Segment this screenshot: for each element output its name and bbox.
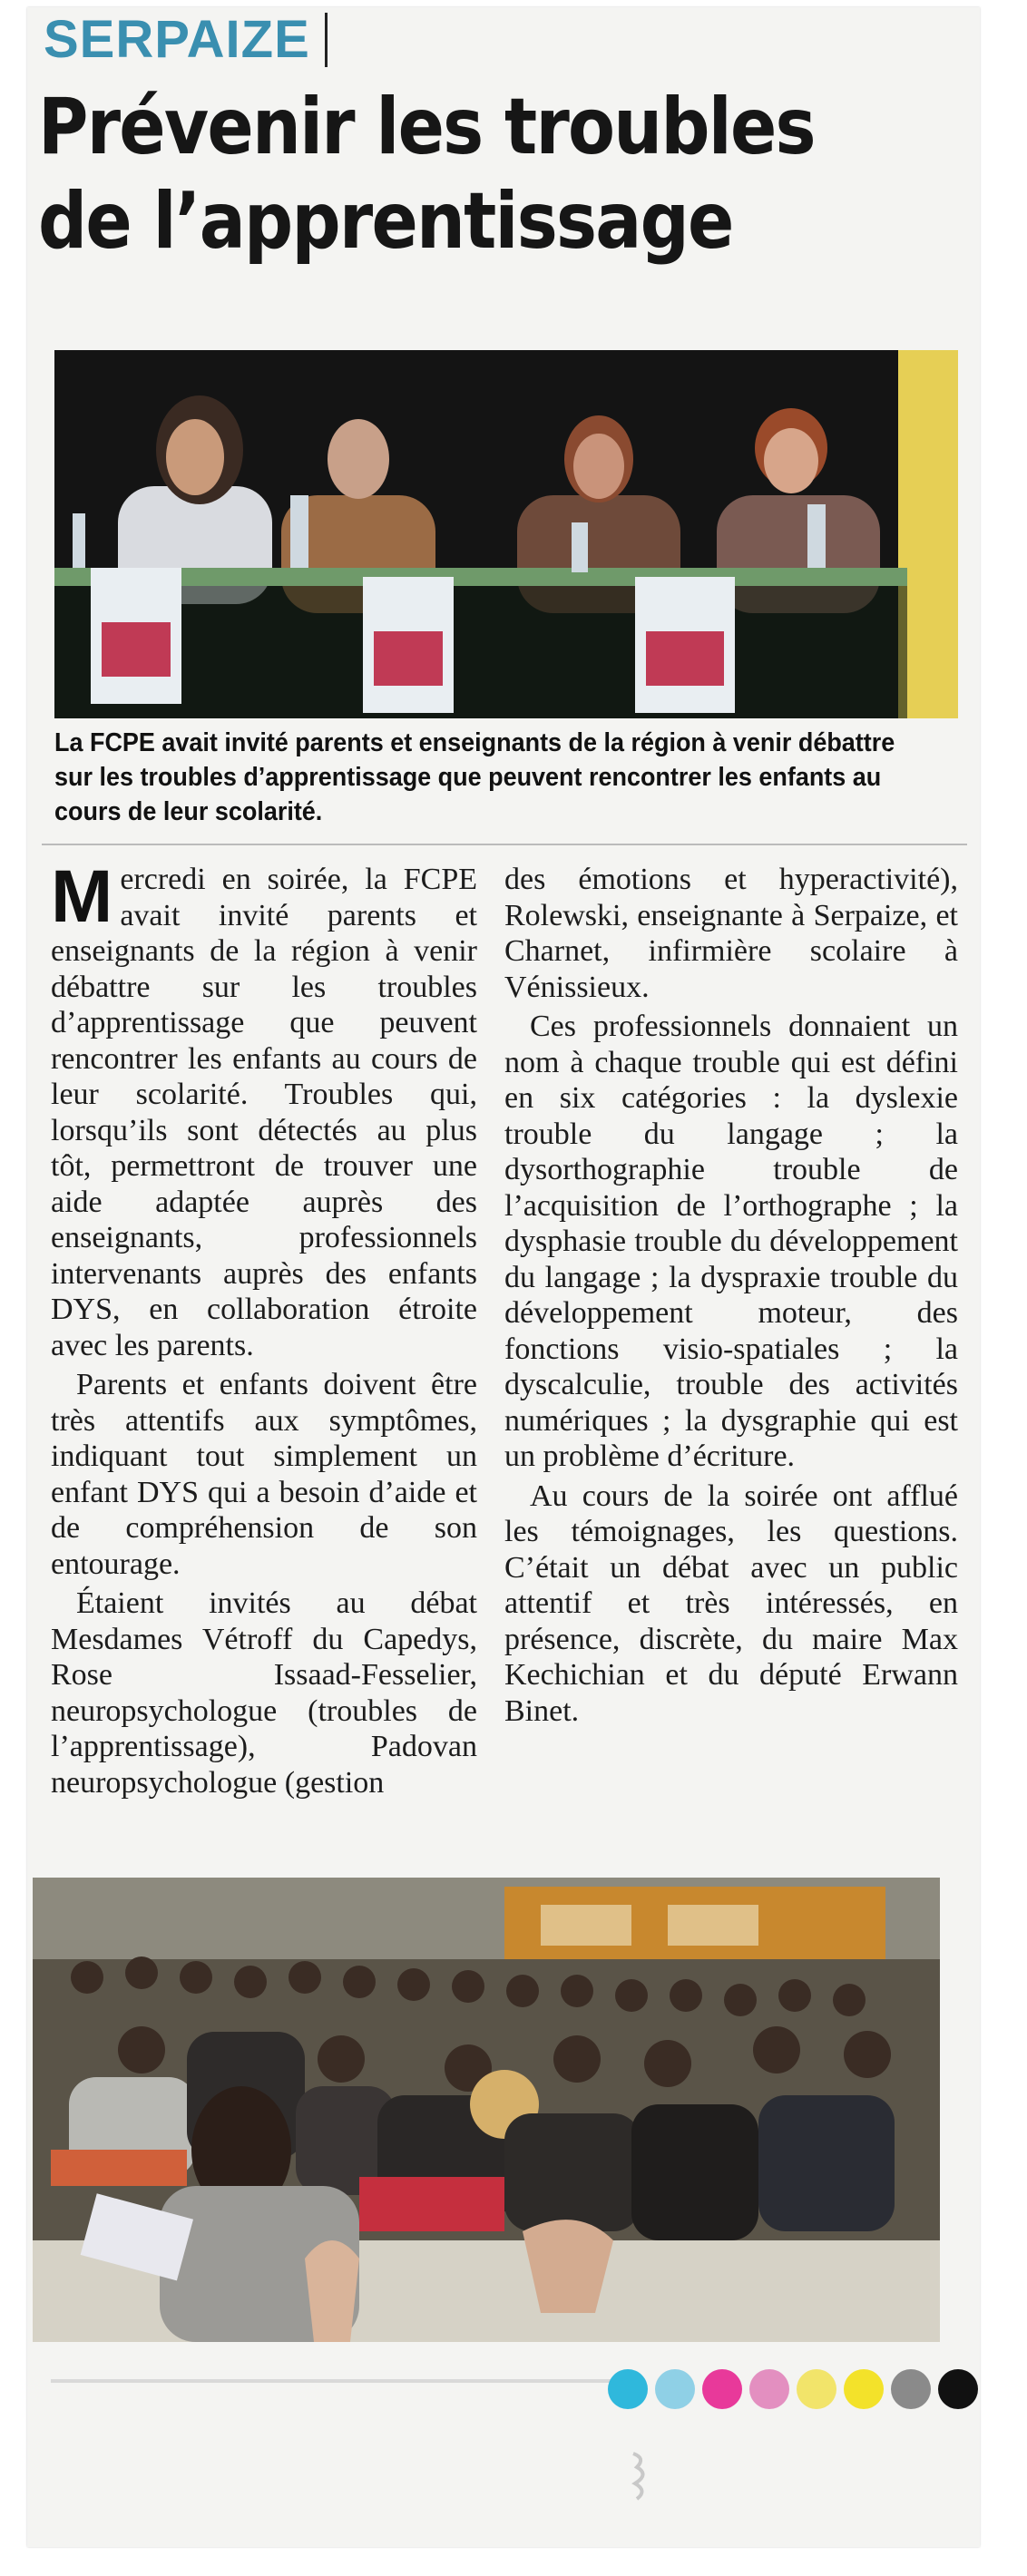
color-dot [608, 2369, 648, 2409]
audience-photo [33, 1878, 940, 2342]
color-dot [938, 2369, 978, 2409]
color-dot [891, 2369, 931, 2409]
divider [42, 844, 967, 845]
paragraph: Parents et enfants doivent être très attentifs aux symptômes, indiquant tout simplement un enfant DYS qui a besoin d’aide et de compréhension de son entourage. [51, 1368, 477, 1581]
paragraph: Ces professionnels donnaient un nom à chaque trouble qui est défini en six catégories : la dyslexie trouble du langage ; la dysorthographie trouble de l’acquisition de l’orthographe ; la dysphasie trouble du développement du langage ; la dyspraxie trouble du développement moteur, des fonctions visio-spatiales ; la dyscalculie, trouble des activités numériques ; la dysgraphie qui est un problème d’écriture. [504, 1010, 958, 1473]
photo-caption: La FCPE avait invité parents et enseignants de la région à venir débattre sur les troubles d’apprentissage que peuvent rencontrer les enfants au cours de leur scolarité. [54, 728, 895, 826]
article-column-1 [51, 855, 477, 1804]
staple-mark [626, 2449, 653, 2503]
drop-cap: M [51, 855, 113, 938]
paragraph: des émotions et hyperactivité), Rolewski, enseignante à Serpaize, et Charnet, infirmière scolaire à Vénissieux. [504, 863, 958, 1004]
paragraph: Étaient invités au débat Mesdames Vétroff du Capedys, Rose Issaad-Fesselier, neuropsychologue (troubles de l’apprentissage), Padovan neuropsychologue (gestion [51, 1586, 477, 1800]
headline: Prévenir les troubles de l’apprentissage [38, 82, 815, 267]
panel-photo [54, 350, 958, 718]
footer-rule [51, 2379, 613, 2383]
section-kicker: SERPAIZE [44, 13, 328, 67]
color-dot [797, 2369, 836, 2409]
color-dot [655, 2369, 695, 2409]
color-dot [844, 2369, 884, 2409]
color-dot [702, 2369, 742, 2409]
registration-marks [608, 2369, 978, 2409]
article-column-2 [504, 862, 958, 1732]
paragraph: Au cours de la soirée ont afflué les témoignages, les questions. C’était un débat avec un public attentif et très intéressés, en présence, discrète, du maire Max Kechichian et du député Erwann Binet. [504, 1478, 958, 1728]
color-dot [749, 2369, 789, 2409]
paragraph: ercredi en soirée, la FCPE avait invité parents et enseignants de la région à venir débattre sur les troubles d’apprentissage que peuvent rencontrer les enfants au cours de leur scolarité. Troubles qui, lorsqu’ils sont détectés au plus tôt, permettront de trouver une aide adaptée auprès des enseignants, professionnels intervenants auprès des enfants DYS, en collaboration étroite avec les parents. [51, 863, 477, 1362]
